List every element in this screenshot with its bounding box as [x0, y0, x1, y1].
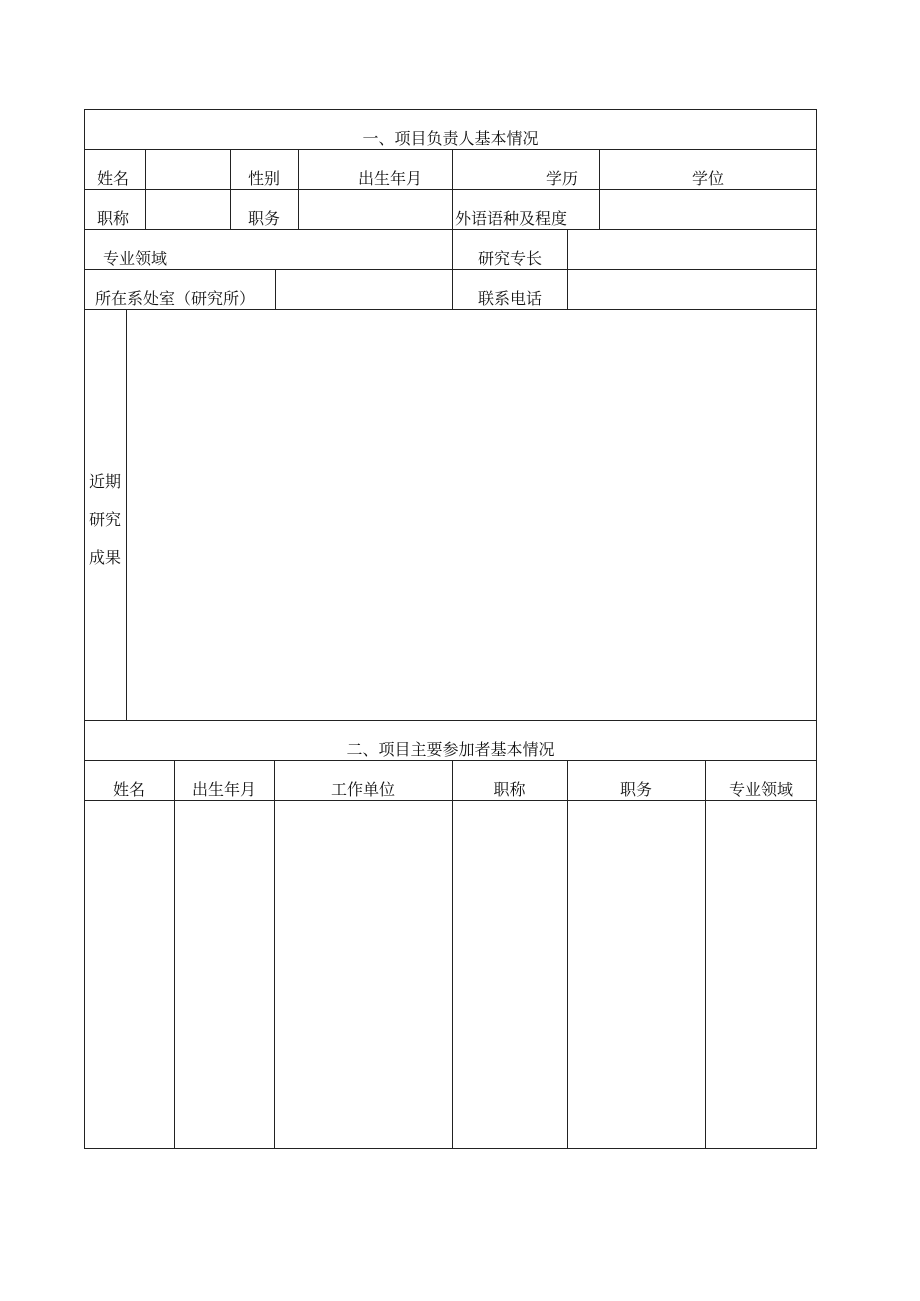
row-divider	[84, 189, 817, 190]
label-position: 职务	[248, 209, 281, 228]
col-divider	[567, 229, 568, 309]
col-divider	[126, 309, 127, 720]
header-field: 专业领域	[728, 780, 793, 799]
row-divider	[84, 149, 817, 150]
label-education: 学历	[546, 169, 579, 188]
header-title: 职称	[493, 780, 526, 799]
label-achievements-1: 近期	[88, 472, 121, 491]
col-divider	[230, 149, 231, 229]
col-divider	[174, 760, 175, 1149]
col-divider	[452, 189, 453, 229]
section1-title: 一、项目负责人基本情况	[362, 129, 539, 148]
label-degree: 学位	[692, 169, 725, 188]
header-position: 职务	[619, 780, 652, 799]
label-language: 外语语种及程度	[455, 209, 568, 228]
row-divider	[84, 800, 817, 801]
row-divider	[84, 229, 817, 230]
row-divider	[84, 720, 817, 721]
label-title: 职称	[97, 209, 130, 228]
col-divider	[599, 149, 600, 229]
row-divider	[84, 760, 817, 761]
header-birth: 出生年月	[191, 780, 256, 799]
label-gender: 性别	[248, 169, 281, 188]
col-divider	[452, 760, 453, 1149]
col-divider	[452, 229, 453, 309]
header-name: 姓名	[112, 780, 145, 799]
col-divider	[567, 760, 568, 1149]
label-phone: 联系电话	[478, 289, 543, 308]
label-achievements-2: 研究	[88, 510, 121, 529]
label-specialty: 研究专长	[478, 249, 543, 268]
header-workplace: 工作单位	[330, 780, 395, 799]
row-divider	[84, 309, 817, 310]
section2-title: 二、项目主要参加者基本情况	[346, 740, 555, 759]
form-table	[84, 109, 817, 1149]
col-divider	[452, 149, 453, 189]
col-divider	[275, 269, 276, 309]
label-birth: 出生年月	[358, 169, 423, 188]
col-divider	[145, 149, 146, 229]
label-achievements-3: 成果	[88, 548, 121, 567]
row-divider	[84, 269, 817, 270]
col-divider	[705, 760, 706, 1149]
label-name: 姓名	[97, 169, 130, 188]
label-field: 专业领域	[103, 249, 168, 268]
col-divider	[274, 760, 275, 1149]
col-divider	[298, 149, 299, 229]
label-department: 所在系处室（研究所）	[95, 289, 256, 308]
